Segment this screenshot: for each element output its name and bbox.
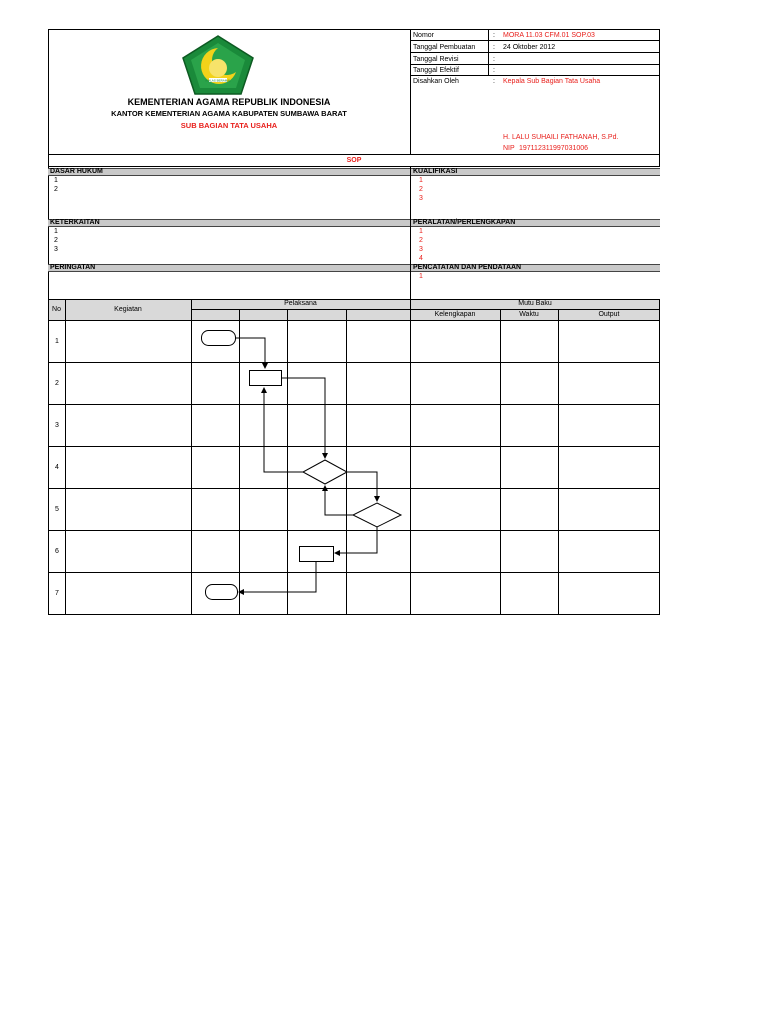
row-number: 4 <box>55 464 59 471</box>
process-box-2 <box>300 547 334 562</box>
label-nomor: Nomor <box>413 32 435 39</box>
connector-process-to-end <box>239 562 316 592</box>
section-title-kualifikasi: KUALIFIKASI <box>413 168 458 175</box>
keterkaitan-item: 2 <box>54 237 58 244</box>
keterkaitan-item: 3 <box>54 246 58 253</box>
signer-name: H. LALU SUHAILI FATHANAH, S.Pd. <box>503 134 619 141</box>
section-title-peralatan: PERALATAN/PERLENGKAPAN <box>413 219 516 226</box>
value-tanggal-pembuatan: 24 Oktober 2012 <box>503 44 556 51</box>
logo-motto: IKHLAS BERAMAL <box>205 78 231 83</box>
label-tanggal-revisi: Tanggal Revisi <box>413 56 459 63</box>
kualifikasi-item: 3 <box>419 195 423 202</box>
nip-value: 197112311997031006 <box>519 145 589 152</box>
decision-diamond-2 <box>353 503 401 527</box>
sop-title: SOP <box>346 157 362 164</box>
office-name: KANTOR KEMENTERIAN AGAMA KABUPATEN SUMBAWA BARAT <box>111 109 347 118</box>
peralatan-item: 2 <box>419 237 423 244</box>
col-header-no: No <box>52 306 61 313</box>
row-number: 3 <box>55 422 59 429</box>
connector-decision1-back <box>264 388 303 472</box>
row-number: 6 <box>55 548 59 555</box>
value-disahkan-oleh: Kepala Sub Bagian Tata Usaha <box>503 78 601 85</box>
start-terminator <box>202 331 236 346</box>
col-header-kegiatan: Kegiatan <box>114 306 142 313</box>
label-tanggal-efektif: Tanggal Efektif <box>413 67 459 74</box>
nip-label: NIP <box>503 145 515 152</box>
kualifikasi-item: 1 <box>419 177 423 184</box>
connector-process-to-decision <box>281 378 325 458</box>
peralatan-item: 4 <box>419 255 423 262</box>
keterkaitan-item: 1 <box>54 228 58 235</box>
section-title-pencatatan: PENCATATAN DAN PENDATAAN <box>413 264 522 271</box>
row-number: 2 <box>55 380 59 387</box>
label-disahkan-oleh: Disahkan Oleh <box>413 78 459 85</box>
section-title-keterkaitan: KETERKAITAN <box>50 219 100 226</box>
decision-diamond-1 <box>303 460 347 484</box>
dasar-hukum-item: 2 <box>54 186 58 193</box>
connector-start-to-process <box>235 338 265 368</box>
section-title-dasar-hukum: DASAR HUKUM <box>50 168 103 175</box>
unit-name: SUB BAGIAN TATA USAHA <box>180 121 278 130</box>
colon: : <box>493 44 495 51</box>
connector-decision2-back <box>325 486 353 515</box>
dasar-hukum-item: 1 <box>54 177 58 184</box>
col-header-output: Output <box>598 311 620 318</box>
colon: : <box>493 32 495 39</box>
col-header-waktu: Waktu <box>519 311 539 318</box>
row-number: 5 <box>55 506 59 513</box>
connector-decision1-to-decision2 <box>347 472 377 501</box>
row-number: 1 <box>55 338 59 345</box>
end-terminator <box>206 585 238 600</box>
label-tanggal-pembuatan: Tanggal Pembuatan <box>413 44 476 51</box>
section-title-peringatan: PERINGATAN <box>50 264 96 271</box>
col-header-kelengkapan: Kelengkapan <box>434 311 476 318</box>
colon: : <box>493 78 495 85</box>
col-header-mutu-baku: Mutu Baku <box>518 300 552 307</box>
ministry-name: KEMENTERIAN AGAMA REPUBLIK INDONESIA <box>127 97 331 107</box>
pencatatan-item: 1 <box>419 273 423 280</box>
peralatan-item: 1 <box>419 228 423 235</box>
connector-decision2-to-process <box>335 527 377 553</box>
colon: : <box>493 67 495 74</box>
kualifikasi-item: 2 <box>419 186 423 193</box>
col-header-pelaksana: Pelaksana <box>284 300 317 307</box>
colon: : <box>493 56 495 63</box>
value-nomor: MORA 11.03 CFM.01 SOP.03 <box>503 32 595 39</box>
process-box-1 <box>250 371 282 386</box>
peralatan-item: 3 <box>419 246 423 253</box>
row-number: 7 <box>55 590 59 597</box>
